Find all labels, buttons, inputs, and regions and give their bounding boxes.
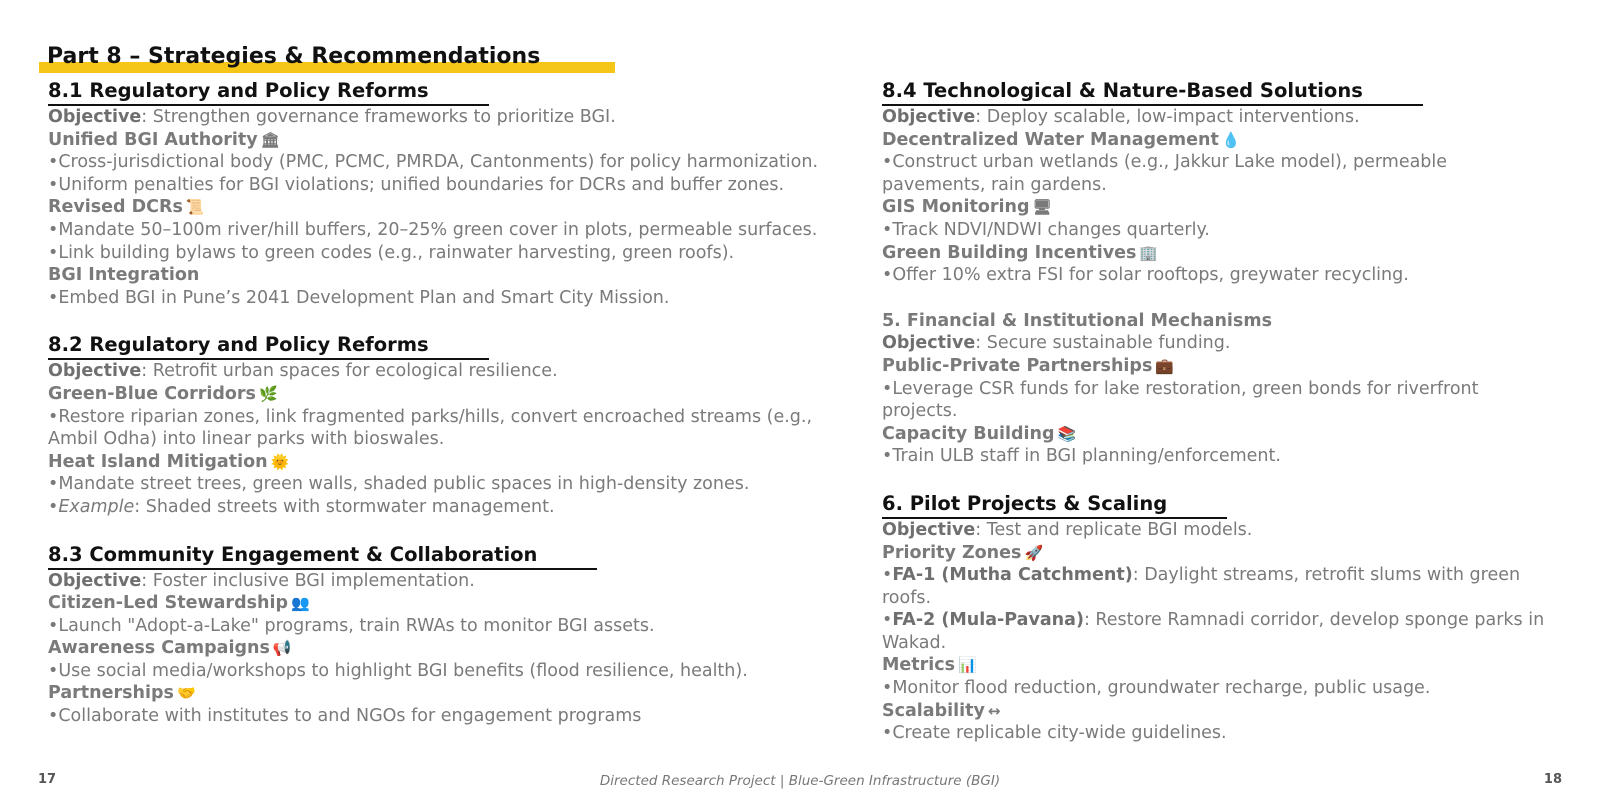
bullet-item: •Cross-jurisdictional body (PMC, PCMC, PMRDA, Cantonments) for policy harmonization. xyxy=(48,152,819,173)
bullet-text: : Shaded streets with stormwater management. xyxy=(134,496,555,517)
section-8-2 xyxy=(48,332,868,518)
droplet-icon: 💧 xyxy=(1221,130,1241,149)
bullet-item xyxy=(882,609,1582,632)
subheading-partnerships xyxy=(48,682,868,705)
bullet-item-continued: roofs. xyxy=(882,587,932,608)
bullet-item-continued: projects. xyxy=(882,401,958,422)
bullet-item: •Launch "Adopt-a-Lake" programs, train RWAs to monitor BGI assets. xyxy=(48,615,655,636)
objective-text: : Retrofit urban spaces for ecological resilience. xyxy=(141,361,558,382)
bullet-mark: • xyxy=(882,610,893,631)
books-icon: 📚 xyxy=(1057,424,1077,443)
section-5 xyxy=(882,310,1582,468)
subheading-capacity-building xyxy=(882,423,1582,446)
right-column xyxy=(882,78,1582,745)
rocket-icon: 🚀 xyxy=(1024,543,1044,562)
bullet-item xyxy=(882,564,1582,587)
briefcase-icon: 💼 xyxy=(1155,356,1175,375)
bullet-item: •Offer 10% extra FSI for solar rooftops, greywater recycling. xyxy=(882,265,1409,286)
bullet-item xyxy=(48,496,868,519)
subheading-label: Awareness Campaigns xyxy=(48,638,270,659)
subheading-label: Capacity Building xyxy=(882,423,1055,444)
bullet-item-continued: Ambil Odha) into linear parks with bioswales. xyxy=(48,429,445,450)
bullet-mark: • xyxy=(48,496,59,517)
herb-icon: 🌿 xyxy=(258,384,278,403)
objective-label: Objective xyxy=(882,333,976,354)
subheading-label: Revised DCRs xyxy=(48,197,183,218)
objective-text: : Secure sustainable funding. xyxy=(975,333,1231,354)
subheading-priority-zones xyxy=(882,542,1582,565)
objective-label: Objective xyxy=(882,107,976,127)
bullet-item: •Uniform penalties for BGI violations; unified boundaries for DCRs and buffer zones. xyxy=(48,174,785,195)
section-8-1 xyxy=(48,78,868,309)
subheading-label: Heat Island Mitigation xyxy=(48,451,268,472)
bullet-item: •Track NDVI/NDWI changes quarterly. xyxy=(882,219,1210,240)
section-heading: 8.2 Regulatory and Policy Reforms xyxy=(48,332,489,360)
page-number-right: 18 xyxy=(1543,772,1562,787)
objective-line xyxy=(882,519,1582,542)
computer-monitor-icon: 🖥 xyxy=(1032,198,1052,217)
bullet-item: •Mandate street trees, green walls, shaded public spaces in high-density zones. xyxy=(48,474,750,495)
subheading-revised-dcrs xyxy=(48,196,868,219)
subheading-public-private-partnerships xyxy=(882,355,1582,378)
objective-text: : Strengthen governance frameworks to prioritize BGI. xyxy=(141,107,616,127)
subheading-label: Green Building Incentives xyxy=(882,242,1137,263)
focus-area-label: FA-1 (Mutha Catchment) xyxy=(892,565,1133,586)
bullet-item: •Embed BGI in Pune’s 2041 Development Plan and Smart City Mission. xyxy=(48,287,670,308)
objective-line xyxy=(48,106,868,129)
sun-icon: 🌞 xyxy=(270,452,290,471)
page-title: Part 8 – Strategies & Recommendations xyxy=(47,44,541,69)
objective-line xyxy=(882,332,1582,355)
bullet-item-continued: pavements, rain gardens. xyxy=(882,174,1107,195)
bullet-item: •Mandate 50–100m river/hill buffers, 20–25% green cover in plots, permeable surfaces. xyxy=(48,219,818,240)
page-number-left: 17 xyxy=(38,772,57,787)
megaphone-icon: 📢 xyxy=(272,639,292,658)
bar-chart-icon: 📊 xyxy=(958,656,977,675)
bullet-item: •Monitor flood reduction, groundwater recharge, public usage. xyxy=(882,678,1431,699)
focus-area-label: FA-2 (Mula-Pavana) xyxy=(892,610,1084,631)
bullet-mark: • xyxy=(882,565,893,586)
objective-line xyxy=(48,570,868,593)
footer-caption: Directed Research Project | Blue-Green Infrastructure (BGI) xyxy=(599,773,1001,789)
objective-label: Objective xyxy=(48,361,142,382)
scroll-icon: 📜 xyxy=(185,198,205,217)
section-8-4 xyxy=(882,78,1582,287)
section-heading: 6. Pilot Projects & Scaling xyxy=(882,491,1227,519)
left-column xyxy=(48,78,868,728)
objective-label: Objective xyxy=(48,107,142,127)
bullet-item: •Collaborate with institutes to and NGOs for engagement programs xyxy=(48,706,642,727)
subheading-citizen-led-stewardship xyxy=(48,592,868,615)
subheading-label: Public-Private Partnerships xyxy=(882,355,1153,376)
subheading-label: Citizen-Led Stewardship xyxy=(48,593,288,614)
bullet-text: : Daylight streams, retrofit slums with green xyxy=(1132,565,1521,586)
subheading-green-blue-corridors xyxy=(48,383,868,406)
section-heading: 8.1 Regulatory and Policy Reforms xyxy=(48,78,489,106)
subheading-label: Unified BGI Authority xyxy=(48,129,258,150)
bullet-item: •Link building bylaws to green codes (e.g., rainwater harvesting, green roofs). xyxy=(48,242,735,263)
subheading-label: Green-Blue Corridors xyxy=(48,383,256,404)
subheading-decentralized-water-management xyxy=(882,129,1582,152)
bullet-item: •Construct urban wetlands (e.g., Jakkur Lake model), permeable xyxy=(882,152,1448,173)
subheading-metrics xyxy=(882,654,1582,677)
bullet-text: : Restore Ramnadi corridor, develop sponge parks in xyxy=(1083,610,1545,631)
handshake-icon: 🤝 xyxy=(176,684,196,703)
subheading-bgi-integration: BGI Integration xyxy=(48,265,200,286)
example-label: Example xyxy=(58,496,135,517)
section-heading: 5. Financial & Institutional Mechanisms xyxy=(882,310,1272,331)
section-heading: 8.3 Community Engagement & Collaboration xyxy=(48,542,597,570)
office-building-icon: 🏢 xyxy=(1139,243,1159,262)
subheading-awareness-campaigns xyxy=(48,637,868,660)
objective-label: Objective xyxy=(882,519,976,540)
subheading-label: Scalability xyxy=(882,700,985,721)
section-heading: 8.4 Technological & Nature-Based Solutions xyxy=(882,78,1423,106)
objective-text: : Deploy scalable, low-impact interventions. xyxy=(975,107,1360,127)
subheading-label: GIS Monitoring xyxy=(882,197,1030,218)
bullet-item: •Train ULB staff in BGI planning/enforcement. xyxy=(882,446,1281,467)
classical-building-icon: 🏛 xyxy=(260,130,280,149)
objective-line xyxy=(48,360,868,383)
subheading-unified-bgi-authority xyxy=(48,129,868,152)
left-right-arrow-icon: ↔ xyxy=(987,701,1001,720)
bullet-item: •Leverage CSR funds for lake restoration, green bonds for riverfront xyxy=(882,378,1479,399)
objective-text: : Test and replicate BGI models. xyxy=(975,519,1253,540)
subheading-scalability xyxy=(882,700,1582,723)
objective-text: : Foster inclusive BGI implementation. xyxy=(141,570,475,591)
subheading-label: Priority Zones xyxy=(882,542,1022,563)
section-6 xyxy=(882,491,1582,745)
subheading-gis-monitoring xyxy=(882,196,1582,219)
bullet-item: •Create replicable city-wide guidelines. xyxy=(882,723,1227,744)
subheading-heat-island-mitigation xyxy=(48,451,868,474)
objective-line xyxy=(882,106,1582,129)
section-8-3 xyxy=(48,542,868,728)
objective-label: Objective xyxy=(48,570,142,591)
bullet-item: •Use social media/workshops to highlight BGI benefits (flood resilience, health). xyxy=(48,660,748,681)
bullet-item-continued: Wakad. xyxy=(882,632,947,653)
subheading-green-building-incentives xyxy=(882,242,1582,265)
bullet-item: •Restore riparian zones, link fragmented parks/hills, convert encroached streams (e.g., xyxy=(48,406,813,427)
people-icon: 👥 xyxy=(291,594,310,613)
subheading-label: Metrics xyxy=(882,655,956,676)
subheading-label: Decentralized Water Management xyxy=(882,129,1219,150)
subheading-label: Partnerships xyxy=(48,683,174,704)
